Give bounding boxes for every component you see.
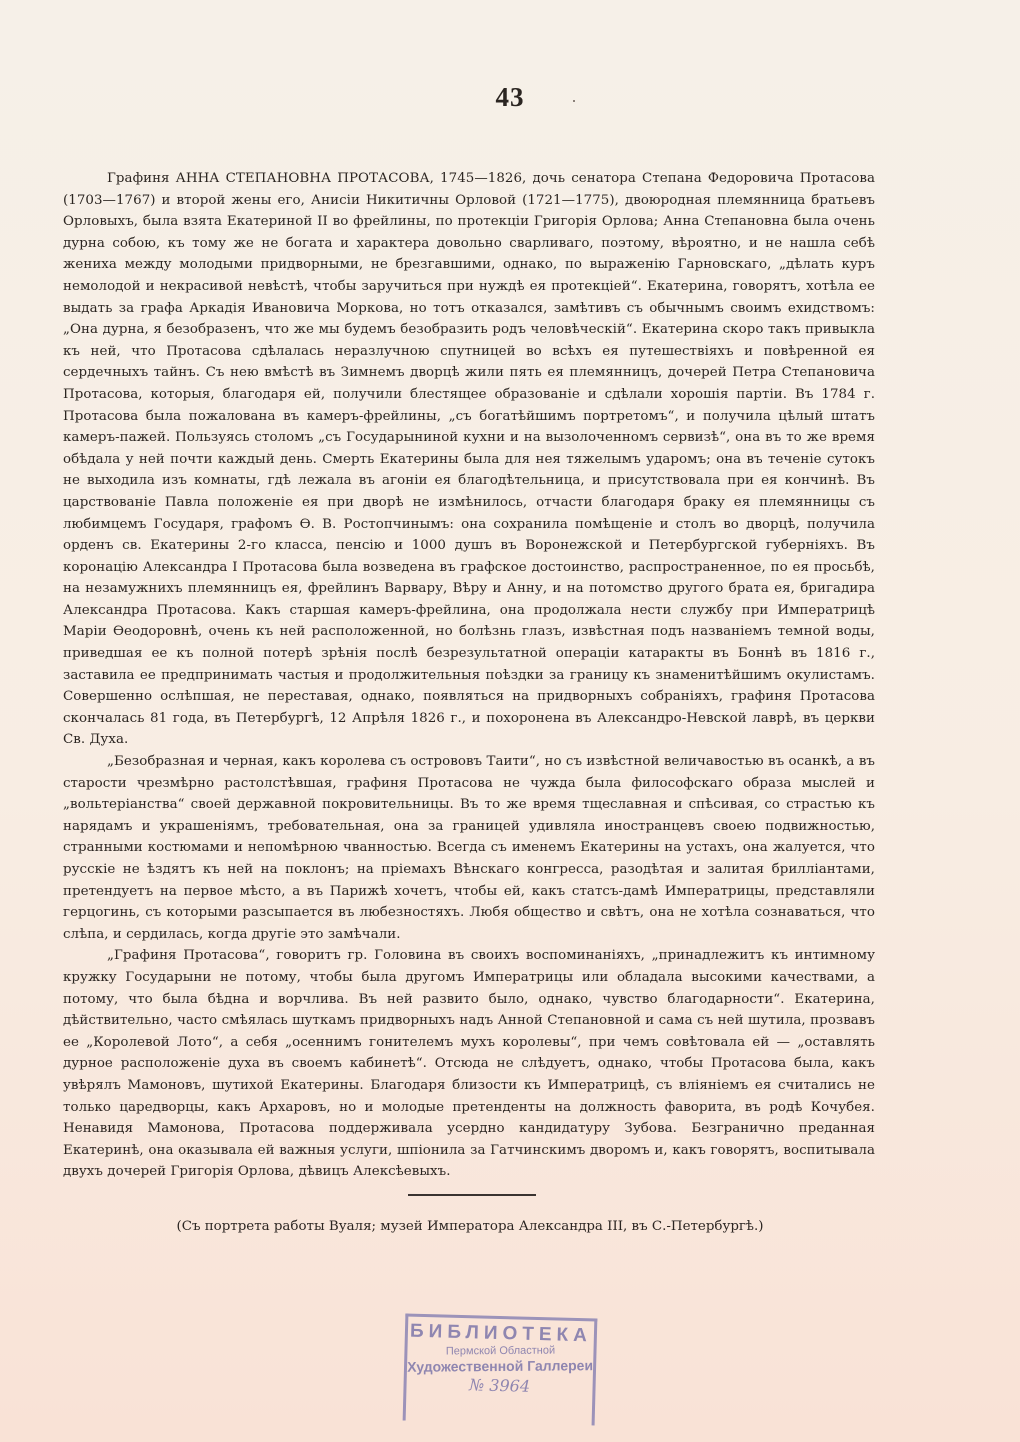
article-body [63, 168, 875, 1183]
divider-rule [408, 1194, 536, 1196]
paragraph-2: „Безобразная и черная, какъ королева съ острововъ Таити“, но съ извѣстной величавостью въ осанкѣ, а въ старости чрезмѣрно растолстѣвшая, графиня Протасова не чужда была философскаго образа мыслей и „вольтеріанства“ своей державной покровительницы. Въ то же время тщеславная и спѣсивая, со страстью къ нарядамъ и украшеніямъ, требовательная, она за границей удивляла иностранцевъ своею подвижностью, странными костюмами и непомѣрною чванностью. Всегда съ именемъ Екатерины на устахъ, она жалуется, что русскіе не ѣздятъ къ ней на поклонъ; на пріемахъ Вѣнскаго конгресса, разодѣтая и залитая бриллiантами, претендуетъ на первое мѣсто, а въ Парижѣ хочетъ, чтобы ей, какъ статсъ-дамѣ Императрицы, представляли герцогинь, съ которыми разсыпается въ любезностяхъ. Любя общество и свѣтъ, она не хотѣла сознаваться, что слѣпа, и сердилась, когда другіе это замѣчали. [63, 754, 875, 942]
page-number: 43 [495, 82, 525, 112]
ink-dot [573, 100, 575, 102]
stamp-inventory-number: № 3964 [468, 1375, 531, 1396]
stamp-line-2: Пермской Областной [445, 1344, 556, 1358]
paragraph-1: Графиня АННА СТЕПАНОВНА ПРОТАСОВА, 1745—1826, дочь сенатора Степана Федоровича Протасова (1703—1767) и второй жены его, Анисіи Никитичны Орловой (1721—1775), двоюродная племянница братьевъ Орловыхъ, была взята Екатериной II во фрейлины, по протекціи Григорія Орлова; Анна Степановна была очень дурна собою, къ тому же не богата и характера довольно сварливаго, поэтому, вѣроятно, и не нашла себѣ жениха между молодыми придворными, не брезгавшими, однако, по выраженію Гарновскаго, „дѣлать куръ немолодой и некрасивой невѣстѣ, чтобы заручиться при нуждѣ ея протекціей“. Екатерина, говорятъ, хотѣла ее выдать за графа Аркадія Ивановича Моркова, но тотъ отказался, замѣтивъ съ обычнымъ своимъ ехидствомъ: „Она дурна, я безобразенъ, что же мы будемъ безобразить родъ человѣческій“. Екатерина скоро такъ привыкла къ ней, что Протасова сдѣлалась неразлучною спутницей во всѣхъ ея путешествіяхъ и повѣренной ея сердечныхъ тайнъ. Съ нею вмѣстѣ въ Зимнемъ дворцѣ жили пять ея племянницъ, дочерей Петра Степановича Протасова, которыя, благодаря ей, получили блестящее образованіе и сдѣлали хорошія партіи. Въ 1784 г. Протасова была пожалована въ камеръ-фрейлины, „съ богатѣйшимъ портретомъ“, и получила цѣлый штатъ камеръ-пажей. Пользуясь столомъ „съ Государыниной кухни и на вызолоченномъ сервизѣ“, она въ то же время обѣдала у ней почти каждый день. Смерть Екатерины была для нея тяжелымъ ударомъ; она въ теченіе сутокъ не выходила изъ комнаты, гдѣ лежала въ агоніи ея благодѣтельница, и присутствовала при ея кончинѣ. Въ царствованіе Павла положеніе ея при дворѣ не измѣнилось, отчасти благодаря браку ея племянницы съ любимцемъ Государя, графомъ Ѳ. В. Ростопчинымъ: она сохранила помѣщеніе и столъ во дворцѣ, получила орденъ св. Екатерины 2-го класса, пенсію и 1000 душъ въ Воронежской и Петербургской губерніяхъ. Въ коронацію Александра I Протасова была возведена въ графское достоинство, распространенное, по ея просьбѣ, на незамужнихъ племянницъ ея, фрейлинъ Варвару, Вѣру и Анну, и на потомство другого брата ея, бригадира Александра Протасова. Какъ старшая камеръ-фрейлина, она продолжала нести службу при Императрицѣ Маріи Ѳеодоровнѣ, очень къ ней расположенной, но болѣзнь глазъ, извѣстная подъ названіемъ темной воды, приведшая ее къ полной потерѣ зрѣнія послѣ безрезультатной операціи катаракты въ Боннѣ въ 1816 г., заставила ее предпринимать частыя и продолжительныя поѣздки за границу къ знаменитѣйшимъ окулистамъ. Совершенно ослѣпшая, не переставая, однако, появляться на придворныхъ собраніяхъ, графиня Протасова скончалась 81 года, въ Петербургѣ, 12 Апрѣля 1826 г., и похоронена въ Александро-Невской лаврѣ, въ церкви Св. Духа. [63, 171, 875, 748]
library-stamp [403, 1314, 598, 1426]
paragraph-3: „Графиня Протасова“, говоритъ гр. Головина въ своихъ воспоминаніяхъ, „принадлежитъ къ интимному кружку Государыни не потому, чтобы была другомъ Императрицы или обладала высокими качествами, а потому, что была бѣдна и ворчлива. Въ ней развито было, однако, чувство благодарности“. Екатерина, дѣйствительно, часто смѣялась шуткамъ придворныхъ надъ Анной Степановной и сама съ ней шутила, прозвавъ ее „Королевой Лото“, а себя „осеннимъ гонителемъ мухъ королевы“, при чемъ совѣтовала ей — „оставлять дурное расположеніе духа въ своемъ кабинетѣ“. Отсюда не слѣдуетъ, однако, чтобы Протасова была, какъ увѣрялъ Мамоновъ, шутихой Екатерины. Благодаря близости къ Императрицѣ, съ вліяніемъ ея считались не только царедворцы, какъ Архаровъ, но и молодые претенденты на должность фаворита, въ родѣ Кочубея. Ненавидя Мамонова, Протасова поддерживала усердно кандидатуру Зубова. Безгранично преданная Екатеринѣ, она оказывала ей важныя услуги, шпіонила за Гатчинскимъ дворомъ и, какъ говорятъ, воспитывала двухъ дочерей Григорія Орлова, дѣвицъ Алексѣевыхъ. [63, 948, 875, 1180]
stamp-line-3: Художественной Галлереи [407, 1357, 594, 1375]
portrait-caption: (Съ портрета работы Вуаля; музей Императора Александра III, въ С.-Петербургѣ.) [176, 1219, 764, 1234]
stamp-line-1: БИБЛИОТЕКА [409, 1320, 593, 1347]
